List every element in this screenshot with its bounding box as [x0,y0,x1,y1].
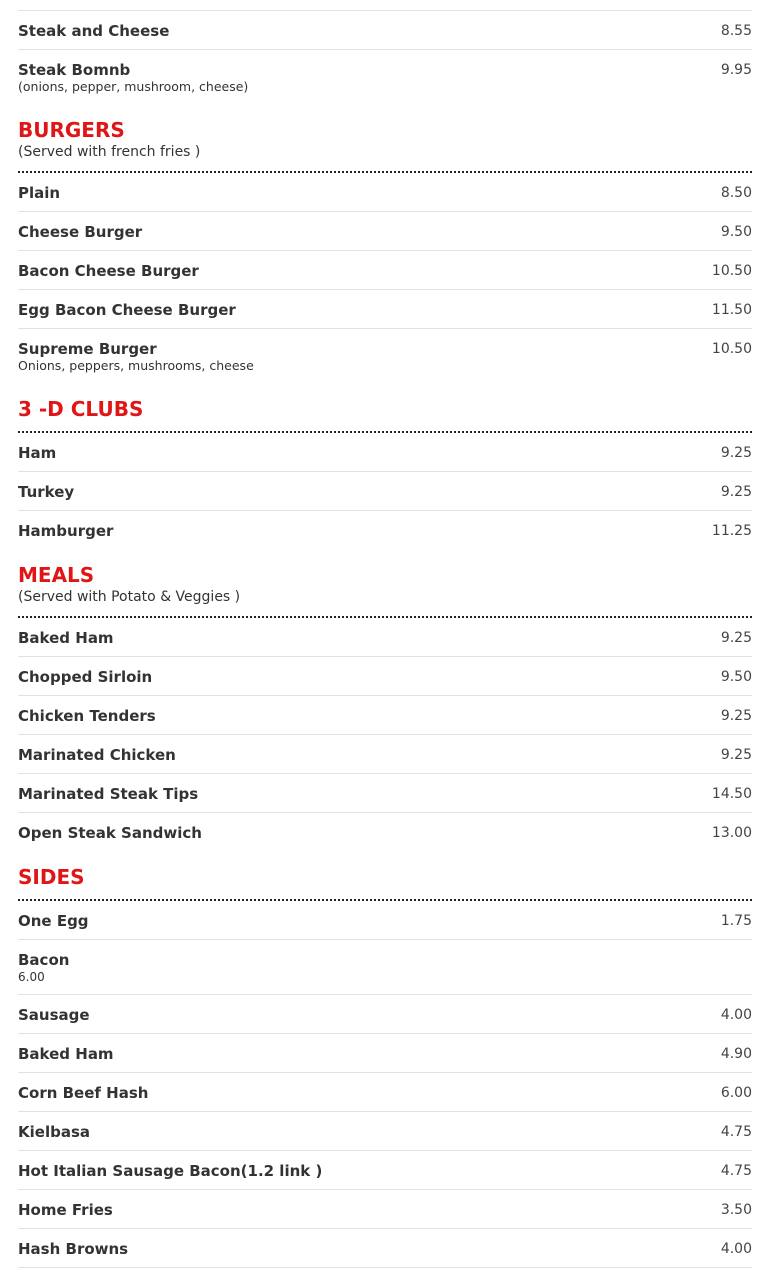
menu-item [18,950,752,995]
menu-item [18,1200,752,1229]
item-name: Marinated Chicken [18,746,176,764]
menu-item [18,482,752,511]
item-name: Hash Browns [18,1240,129,1258]
item-price: 4.75 [720,1163,752,1179]
item-price: 8.55 [720,23,752,39]
item-price: 10.50 [711,263,752,279]
item-price: 13.00 [711,825,752,841]
section-divider [18,899,752,901]
item-price: 1.75 [720,913,752,929]
item-price: 4.00 [720,1007,752,1023]
item-name: Plain [18,184,61,202]
item-price: 4.90 [720,1046,752,1062]
menu-item [18,1161,752,1190]
item-name: Baked Ham [18,629,114,647]
item-name: Chicken Tenders [18,707,156,725]
item-name: Sausage [18,1006,90,1024]
item-name: Open Steak Sandwich [18,824,202,842]
section-title-burgers: BURGERS [18,118,125,142]
item-name: Hot Italian Sausage Bacon(1.2 link ) [18,1162,323,1180]
section-subtitle-burgers: (Served with french fries ) [18,144,201,160]
item-price: 4.75 [720,1124,752,1140]
item-price: 10.50 [711,341,752,357]
menu-item [18,183,752,212]
menu-item [18,1044,752,1073]
item-name: Chopped Sirloin [18,668,153,686]
item-price: 11.50 [711,302,752,318]
item-price: 6.00 [720,1085,752,1101]
item-price: 6.00 [18,970,45,984]
item-price: 9.95 [720,62,752,78]
item-price: 9.50 [720,669,752,685]
menu-item [18,261,752,290]
menu-item [18,521,752,550]
section-divider [18,171,752,173]
item-name: Steak and Cheese [18,22,170,40]
item-name: Corn Beef Hash [18,1084,149,1102]
item-name: Ham [18,444,57,462]
item-price: 9.25 [720,747,752,763]
menu-item [18,60,752,104]
item-name: Steak Bomnb [18,61,131,79]
item-description: (onions, pepper, mushroom, cheese) [18,79,249,94]
menu-item [18,443,752,472]
item-name: Baked Ham [18,1045,114,1063]
menu-item [18,1005,752,1034]
item-price: 9.50 [720,224,752,240]
item-name: Cheese Burger [18,223,143,241]
item-name: Supreme Burger [18,340,157,358]
item-name: Marinated Steak Tips [18,785,199,803]
item-name: Hamburger [18,522,114,540]
item-name: Turkey [18,483,75,501]
section-title-meals: MEALS [18,563,95,587]
menu-item [18,745,752,774]
item-name: One Egg [18,912,89,930]
item-price: 3.50 [720,1202,752,1218]
menu-item [18,339,752,383]
menu-item [18,21,752,50]
item-name: Home Fries [18,1201,113,1219]
item-price: 9.25 [720,484,752,500]
item-price: 9.25 [720,630,752,646]
menu-item [18,1083,752,1112]
item-price: 9.25 [720,708,752,724]
item-name: Bacon [18,951,70,969]
menu-item [18,1239,752,1268]
menu-item [18,706,752,735]
item-price: 9.25 [720,445,752,461]
menu-item [18,1122,752,1151]
section-subtitle-meals: (Served with Potato & Veggies ) [18,589,241,605]
menu-item [18,823,752,852]
item-price: 4.00 [720,1241,752,1257]
menu-item [18,911,752,940]
menu-item [18,784,752,813]
item-price: 11.25 [711,523,752,539]
divider [18,10,752,11]
menu-item [18,300,752,329]
item-description: Onions, peppers, mushrooms, cheese [18,358,254,373]
section-divider [18,616,752,618]
menu-item [18,222,752,251]
item-price: 14.50 [711,786,752,802]
item-price: 8.50 [720,185,752,201]
section-title-sides: SIDES [18,865,85,889]
item-name: Egg Bacon Cheese Burger [18,301,236,319]
item-name: Bacon Cheese Burger [18,262,199,280]
menu-item [18,628,752,657]
menu-item [18,667,752,696]
section-divider [18,431,752,433]
section-title-clubs: 3 -D CLUBS [18,397,144,421]
item-name: Kielbasa [18,1123,90,1141]
